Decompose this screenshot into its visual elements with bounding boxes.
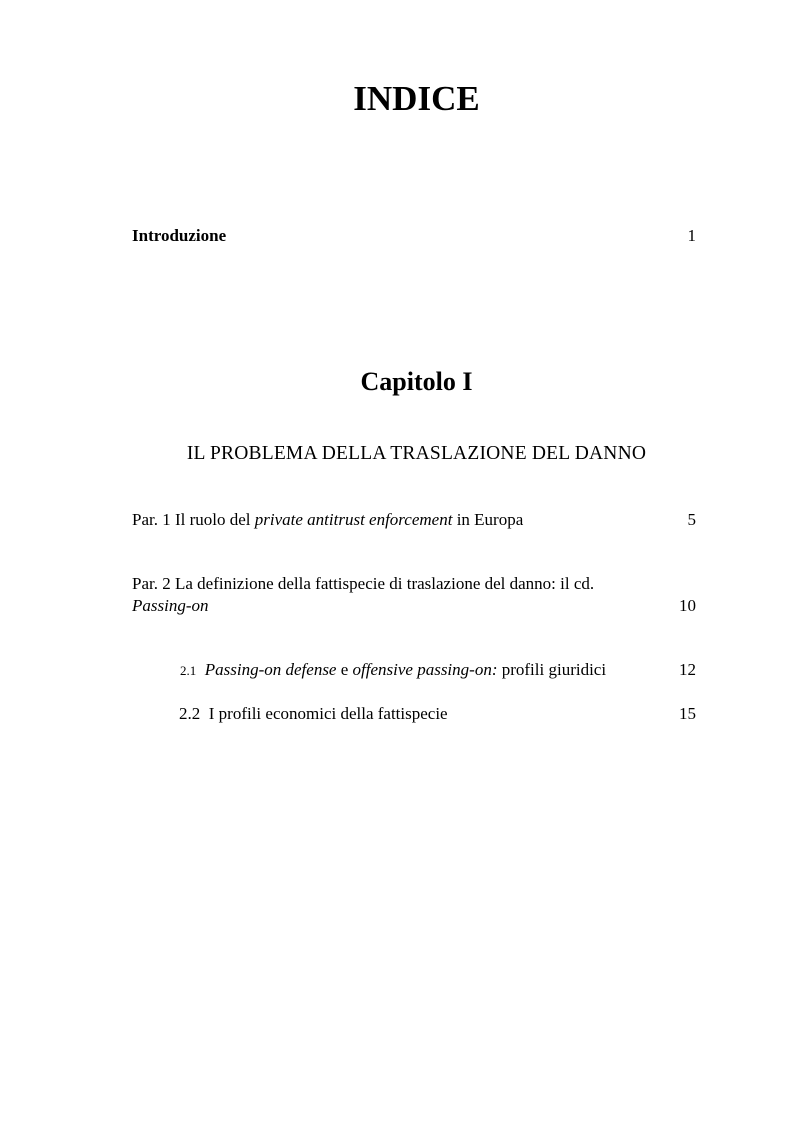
toc-page-number: 12 [679,660,696,679]
page-title: INDICE [353,79,480,118]
toc-entry-italic: offensive passing-on: [352,660,498,679]
toc-page-number: 5 [687,510,696,529]
toc-entry-title: Introduzione [132,226,227,245]
chapter-title: Capitolo I [360,367,473,396]
toc-entry-title [180,659,606,682]
toc-entry-text: I profili economici della fattispecie [204,704,448,723]
toc-entry-italic: Passing-on defense [204,660,337,679]
toc-entry-number: 2.1 [180,663,197,678]
chapter-subtitle: IL PROBLEMA DELLA TRASLAZIONE DEL DANNO [186,443,647,464]
toc-entry-text: e [336,660,353,679]
toc-entry-title [179,703,448,725]
toc-page-number: 1 [687,226,696,245]
toc-entry-number: 2.2 [179,704,201,723]
toc-entry-text: Par. 1 Il ruolo del [132,510,255,529]
toc-entry-title [132,509,523,531]
toc-page-number: 15 [679,704,696,723]
toc-page-number: 10 [679,596,696,615]
toc-entry-text: in Europa [452,510,524,529]
toc-entry-title: Par. 2 La definizione della fattispecie di traslazione del danno: il cd. [132,574,595,593]
toc-entry-title-continued: Passing-on [132,596,209,615]
toc-entry-text: profili giuridici [497,660,607,679]
toc-entry-italic: private antitrust enforcement [254,510,453,529]
